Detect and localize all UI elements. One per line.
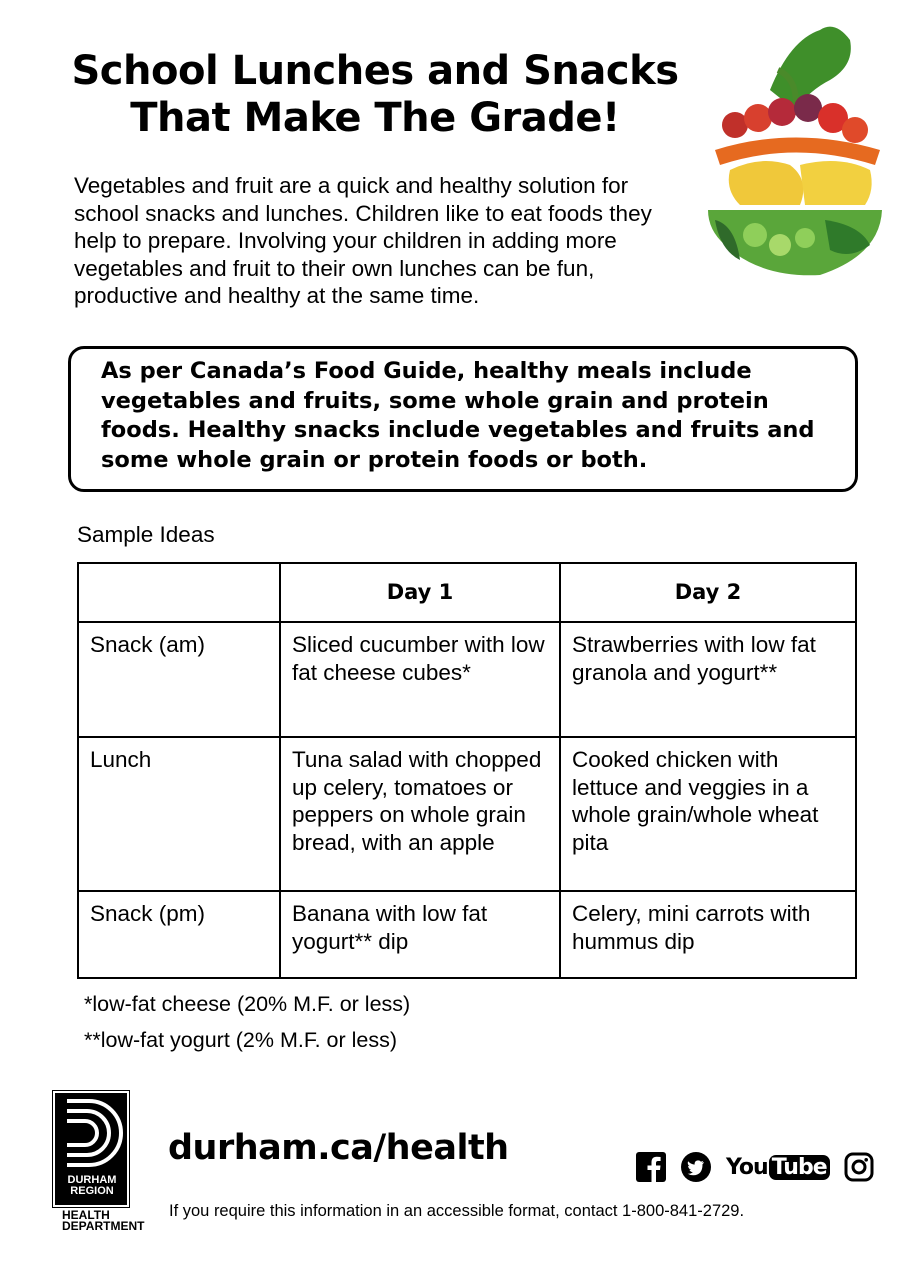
social-links xyxy=(636,1150,888,1184)
logo-line-2: REGION xyxy=(70,1185,114,1197)
accessibility-note: If you require this information in an accessible format, contact 1-800-841-2729. xyxy=(169,1202,745,1220)
health-department-label xyxy=(62,1210,144,1232)
food-guide-callout xyxy=(68,346,858,492)
website-link[interactable]: durham.ca/health xyxy=(168,1128,509,1168)
twitter-icon[interactable] xyxy=(680,1151,712,1183)
meal-cell: Snack (pm) xyxy=(78,891,280,978)
instagram-icon[interactable] xyxy=(844,1152,874,1182)
table-header-empty xyxy=(78,563,280,622)
day-2-cell: Celery, mini carrots with hummus dip xyxy=(560,891,856,978)
logo-text xyxy=(62,1175,122,1197)
sample-ideas-label: Sample Ideas xyxy=(77,522,215,547)
durham-region-logo xyxy=(55,1093,127,1205)
table-row xyxy=(78,737,856,891)
meal-cell: Lunch xyxy=(78,737,280,891)
sample-ideas-table xyxy=(77,562,857,979)
day-2-cell: Cooked chicken with lettuce and veggies in a whole grain/whole wheat pita xyxy=(560,737,856,891)
youtube-icon[interactable] xyxy=(726,1155,830,1180)
vegetable-fruit-illustration xyxy=(700,20,890,280)
day-2-cell: Strawberries with low fat granola and yogurt** xyxy=(560,622,856,737)
youtube-tube: Tube xyxy=(769,1155,830,1180)
dept-line-1: HEALTH xyxy=(62,1208,110,1222)
day-1-cell: Sliced cucumber with low fat cheese cubes* xyxy=(280,622,560,737)
intro-paragraph: Vegetables and fruit are a quick and healthy solution for school snacks and lunches. Children like to eat foods they help to prepare. Involving your children in adding more vegetables and fruit to their own lunches can be fun, productive and healthy at the same time. xyxy=(74,173,652,308)
logo-line-1: DURHAM xyxy=(67,1174,117,1186)
callout-text: As per Canada’s Food Guide, healthy meals include vegetables and fruits, some whole grain and protein foods. Healthy snacks include vegetables and fruits and some whole grain or protein foods or both. xyxy=(101,358,815,473)
title-line-1: School Lunches and Snacks xyxy=(71,48,679,94)
durham-d-mark-icon xyxy=(55,1093,127,1173)
table-row xyxy=(78,891,856,978)
table-row xyxy=(78,622,856,737)
footnotes xyxy=(84,986,410,1058)
page-title xyxy=(40,48,710,142)
day-1-cell: Tuna salad with chopped up celery, tomatoes or peppers on whole grain bread, with an apple xyxy=(280,737,560,891)
day-1-cell: Banana with low fat yogurt** dip xyxy=(280,891,560,978)
table-header-row xyxy=(78,563,856,622)
title-line-2: That Make The Grade! xyxy=(130,95,620,141)
meal-cell: Snack (am) xyxy=(78,622,280,737)
footnote-yogurt: **low-fat yogurt (2% M.F. or less) xyxy=(84,1028,398,1052)
dept-line-2: DEPARTMENT xyxy=(62,1219,145,1233)
youtube-you: You xyxy=(726,1154,768,1180)
table-header-day-1: Day 1 xyxy=(280,563,560,622)
footnote-cheese: *low-fat cheese (20% M.F. or less) xyxy=(84,992,411,1016)
facebook-icon[interactable] xyxy=(636,1152,666,1182)
table-header-day-2: Day 2 xyxy=(560,563,856,622)
